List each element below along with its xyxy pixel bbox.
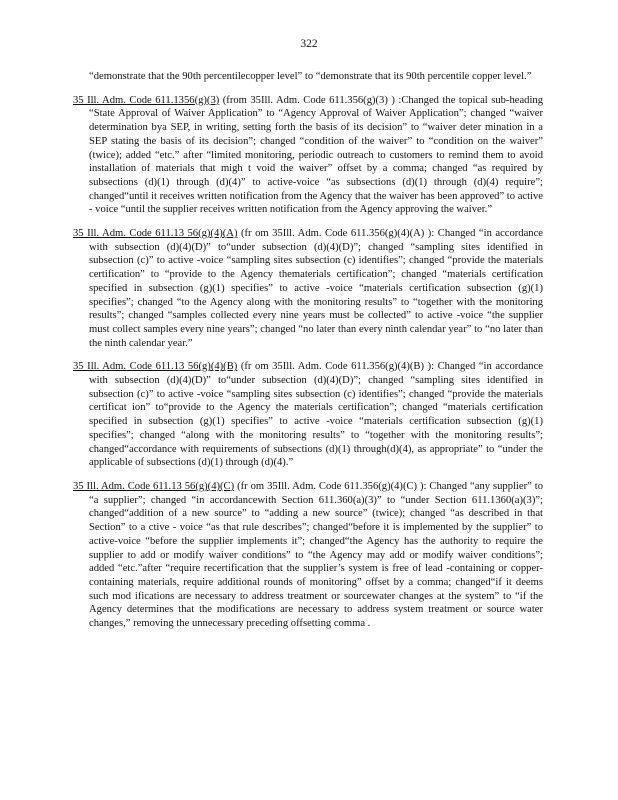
entry-citation: 35 Ill. Adm. Code 611.13 56(g)(4)(B) bbox=[73, 361, 238, 373]
entry-text: (fr om 35Ill. Adm. Code 611.356(g)(4)(A) ): Changed “in accordance with subsection (d)(4)(D)” to“under subsection (d)(4)(D)”; changed “sampling sites identified in subsection (c)” to active -voice “sampling sites subsection (c) identifies”; changed “provide the materials certification” to “provide to the Agency thematerials certification”; changed “materials certification specified in subsection (g)(1) specifies” to active -voice “materials certification subsection (g)(1) specifies”; changed “to the Agency along with the monitoring results” to “together with the monitoring results”; changed “samples collected every nine years must be collected” to active -voice “the supplier must collect samples every nine years”; changed “no later than every ninth calendar year” to “no later than the ninth calendar year.” bbox=[89, 228, 543, 349]
entry-text: (fr om 35Ill. Adm. Code 611.356(g)(4)(C) ): Changed “any supplier” to “a supplier”; changed “in accordancewith Section 611.360(a)(3)” to “under Section 611.1360(a)(3)”; changed“addition of a new source” to “adding a new source” (twice); changed “as described in that Section” to a ctive - voice “as that rule describes”; changed“before it is implemented by the supplier” to active-voice “before the supplier implements it”; changed“the Agency has the authority to require the supplier to add or modify waiver conditions” to “the Agency may add or modify waiver conditions”; added “etc.”after “require recertification that the supplier’s system is free of lead -containing or copper-containing materials, require additional rounds of monitoring” offset by a comma; changed“if it deems such mod ifications are necessary to address treatment or sourcewater changes at the system” to “if the Agency determines that the modifications are necessary to address system treatment or source water changes,” removing the unnecessary preceding offsetting comma . bbox=[89, 480, 543, 630]
entry-611-1356-g-3 bbox=[73, 94, 543, 217]
entry-611-1356-g-4-B bbox=[73, 360, 543, 470]
entry-text: “demonstrate that the 90th percentilecopper level” to “demonstrate that its 90th percentile copper level.” bbox=[89, 71, 532, 82]
page-number: 322 bbox=[300, 38, 318, 50]
entry-611-1356-g-4-A bbox=[73, 227, 543, 350]
entry-continuation bbox=[73, 70, 543, 84]
entry-citation: 35 Ill. Adm. Code 611.13 56(g)(4)(A) bbox=[73, 228, 238, 240]
entry-citation: 35 Ill. Adm. Code 611.1356(g)(3) bbox=[73, 94, 220, 106]
entry-citation: 35 Ill. Adm. Code 611.13 56(g)(4)(C) bbox=[73, 480, 235, 492]
entry-611-1356-g-4-C bbox=[73, 480, 543, 631]
entry-text: (from 35Ill. Adm. Code 611.356(g)(3) ) :Changed the topical sub-heading “State Approval of Waiver Application” to “Agency Approval of Waiver Application”; changed “waiver determination bya SEP, in writing, setting forth the basis of its decision” to “waiver deter mination in a SEP stating the basis of its decision”; changed “condition of the waiver” to “condition on the waiver” (twice); added “etc.” after “limited monitoring, periodic outreach to customers to remind them to avoid installation of materials that migh t void the waiver” offset by a comma; changed “as required by subsections (d)(1) through (d)(4)” to active-voice “as subsections (d)(1) through (d)(4) require”; changed“until it receives written notification from the Agency that the waiver has been approved” to active - voice “until the supplier receives written notification from the Agency approving the waiver.” bbox=[89, 94, 544, 216]
entry-text: (fr om 35Ill. Adm. Code 611.356(g)(4)(B) ): Changed “in accordance with subsection (d)(4)(D)” to“under subsection (d)(4)(D)”; changed “sampling sites identified in subsection (c)” to active -voice “sampling sites subsection (c) identifies”; changed “provide the materials certificat ion” to“provide to the Agency the materials certification”; changed “materials certification specified in subsection (g)(1) specifies” to active -voice “materials certification subsection (g)(1) specifies”; changed “along with the monitoring results” to “together with the monitoring results”; changed“accordance with requirements of subsections (d)(1) through(d)(4), as appropriate” to “under the applicable of subsections (d)(1) through (d)(4).” bbox=[89, 361, 543, 469]
entries-list bbox=[73, 70, 543, 641]
